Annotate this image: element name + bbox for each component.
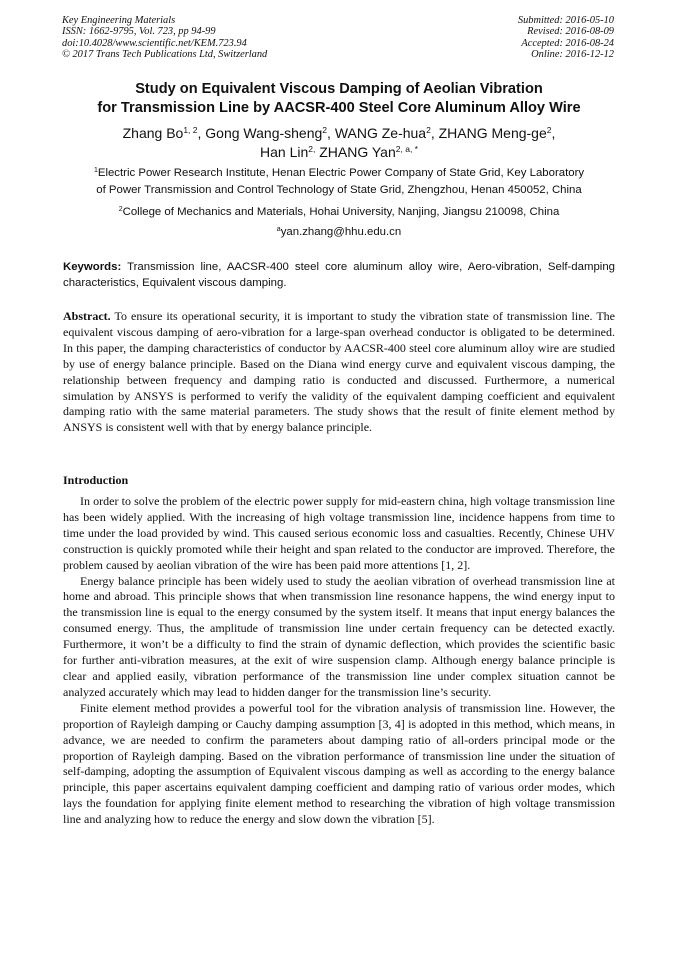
doi-line[interactable]: doi:10.4028/www.scientific.net/KEM.723.94 (62, 37, 247, 49)
author-name: Han Lin (260, 143, 309, 160)
affiliation-1 (40, 165, 638, 198)
author-name: Gong Wang-sheng (205, 125, 323, 141)
email-mark: a (276, 226, 281, 233)
abstract-text: To ensure its operational security, it is important to study the vibration state of transmission line. The equivalent viscous damping of aero-vibration for a large-span overhead conductor is obligated to be determined. In this paper, the damping characteristics of conductor by AACSR-400 steel core aluminum alloy wire are studied by use of energy balance principle. Based on the Diana wind energy curve and equivalent viscous damping, the relationship between frequency and damping ratio is conducted and discussed. Furthermore, a numerical simulation by ANSYS is performed to verify the validity of the equivalent damping coefficient and equivalent damping ratio with the same material parameters. The study shows that the result of finite element method by ANSYS is consistent well with that by energy balance principle. (63, 309, 615, 435)
author-affiliation-mark: 1, 2 (183, 125, 198, 135)
author-affiliation-mark: 2, a, * (395, 143, 418, 154)
title-line-1: Study on Equivalent Viscous Damping of Aeolian Vibration (135, 81, 543, 97)
journal-name: Key Engineering Materials (62, 15, 176, 26)
author-name: ZHANG Yan (319, 143, 396, 160)
author-affiliation-mark: 2 (322, 125, 328, 135)
author-separator: , (327, 125, 335, 141)
paragraph: Finite element method provides a powerful tool for the vibration analysis of transmission line. However, the proportion of Rayleigh damping or Cauchy damping assumption [3, 4] is adopted in this method, which means, in advance, we are needed to confirm the parameters about damping ratio of all-orders principal mode or the proportion of Rayleigh damping. Based on the vibration performance of transmission line under the situation of self-damping, adopting the assumption of Equivalent viscous damping as well as according to the energy balance principle, this paper ascertains equivalent damping coefficient and damping ratio of various order modes, which lays the foundation for applying finite element method to researching the vibration of high voltage transmission line and analyzing how to reduce the energy and slow down the vibration [5]. (63, 700, 615, 827)
author-separator: , (197, 125, 206, 141)
introduction-body (63, 494, 615, 828)
author-list (40, 124, 638, 161)
affiliation-text: College of Mechanics and Materials, Hohai University, Nanjing, Jiangsu 210098, China (122, 206, 560, 218)
author-affiliation-mark: 2 (546, 125, 552, 135)
copyright-line: © 2017 Trans Tech Publications Ltd, Switzerland (62, 49, 268, 61)
submitted-date: Submitted: 2016-05-10 (517, 15, 614, 26)
corresponding-email (40, 224, 638, 241)
affiliation-text: of Power Transmission and Control Technology of State Grid, Zhengzhou, Henan 450052, China (96, 183, 582, 196)
paragraph: Energy balance principle has been widely used to study the aeolian vibration of overhead transmission line at home and abroad. This principle shows that when transmission line resonance happens, the wind energy input to the transmission line is equal to the energy consumed by the system itself. It means that input energy balances the consumed energy. Thus, the amplitude of transmission line under certain frequency can be detected exactly. Furthermore, it won’t be a difficulty to find the strain of dynamic deflection, which provides the scientific basic for further anti-vibration measures, at the exit of wire suspension clamp. Although energy balance principle is clear and applied easily, vibration performance of the transmission line under complex situation cannot be analyzed accurately which may lead to hidden danger for the transmission line’s security. (63, 573, 615, 699)
author-name: Zhang Bo (122, 125, 184, 141)
paper-title (40, 80, 638, 118)
keywords-block (63, 259, 615, 292)
paragraph: In order to solve the problem of the electric power supply for mid-eastern china, high voltage transmission line has been widely applied. With the increasing of high voltage transmission line, incidence happens from time to time under the load provided by wind. This caused serious economic loss and casualties. Recently, Chinese UHV construction is quickly promoted while their height and span related to the conductor are improved. Therefore, the problem caused by aeolian vibration of the wire has been paid more attentions [1, 2]. (63, 494, 615, 572)
accepted-date: Accepted: 2016-08-24 (521, 37, 614, 49)
revised-date: Revised: 2016-08-09 (527, 26, 614, 38)
author-separator: , (551, 125, 556, 141)
abstract-block (63, 309, 615, 436)
online-date: Online: 2016-12-12 (531, 49, 614, 61)
affiliation-text: Electric Power Research Institute, Henan Electric Power Company of State Grid, Key Laboratory (97, 167, 585, 179)
author-name: WANG Ze-hua (334, 125, 427, 141)
journal-header (62, 15, 267, 61)
author-separator: , (430, 125, 439, 141)
author-affiliation-mark: 2, (308, 143, 316, 154)
issn-line: ISSN: 1662-9795, Vol. 723, pp 94-99 (62, 26, 216, 38)
keywords-label: Keywords: (63, 261, 122, 273)
abstract-label: Abstract. (63, 309, 111, 323)
dates-header (518, 15, 614, 61)
keywords-text: Transmission line, AACSR-400 steel core aluminum alloy wire, Aero-vibration, Self-damping characteristics, Equivalent viscous damping. (63, 261, 615, 290)
affiliation-mark: 1 (93, 167, 98, 174)
title-line-2: for Transmission Line by AACSR-400 Steel Core Aluminum Alloy Wire (97, 100, 581, 116)
affiliation-mark: 2 (118, 206, 123, 213)
affiliation-2 (40, 204, 638, 221)
email-address[interactable]: yan.zhang@hhu.edu.cn (280, 226, 402, 238)
author-affiliation-mark: 2 (426, 125, 431, 135)
section-heading-introduction: Introduction (63, 473, 129, 487)
author-name: ZHANG Meng-ge (438, 125, 547, 141)
